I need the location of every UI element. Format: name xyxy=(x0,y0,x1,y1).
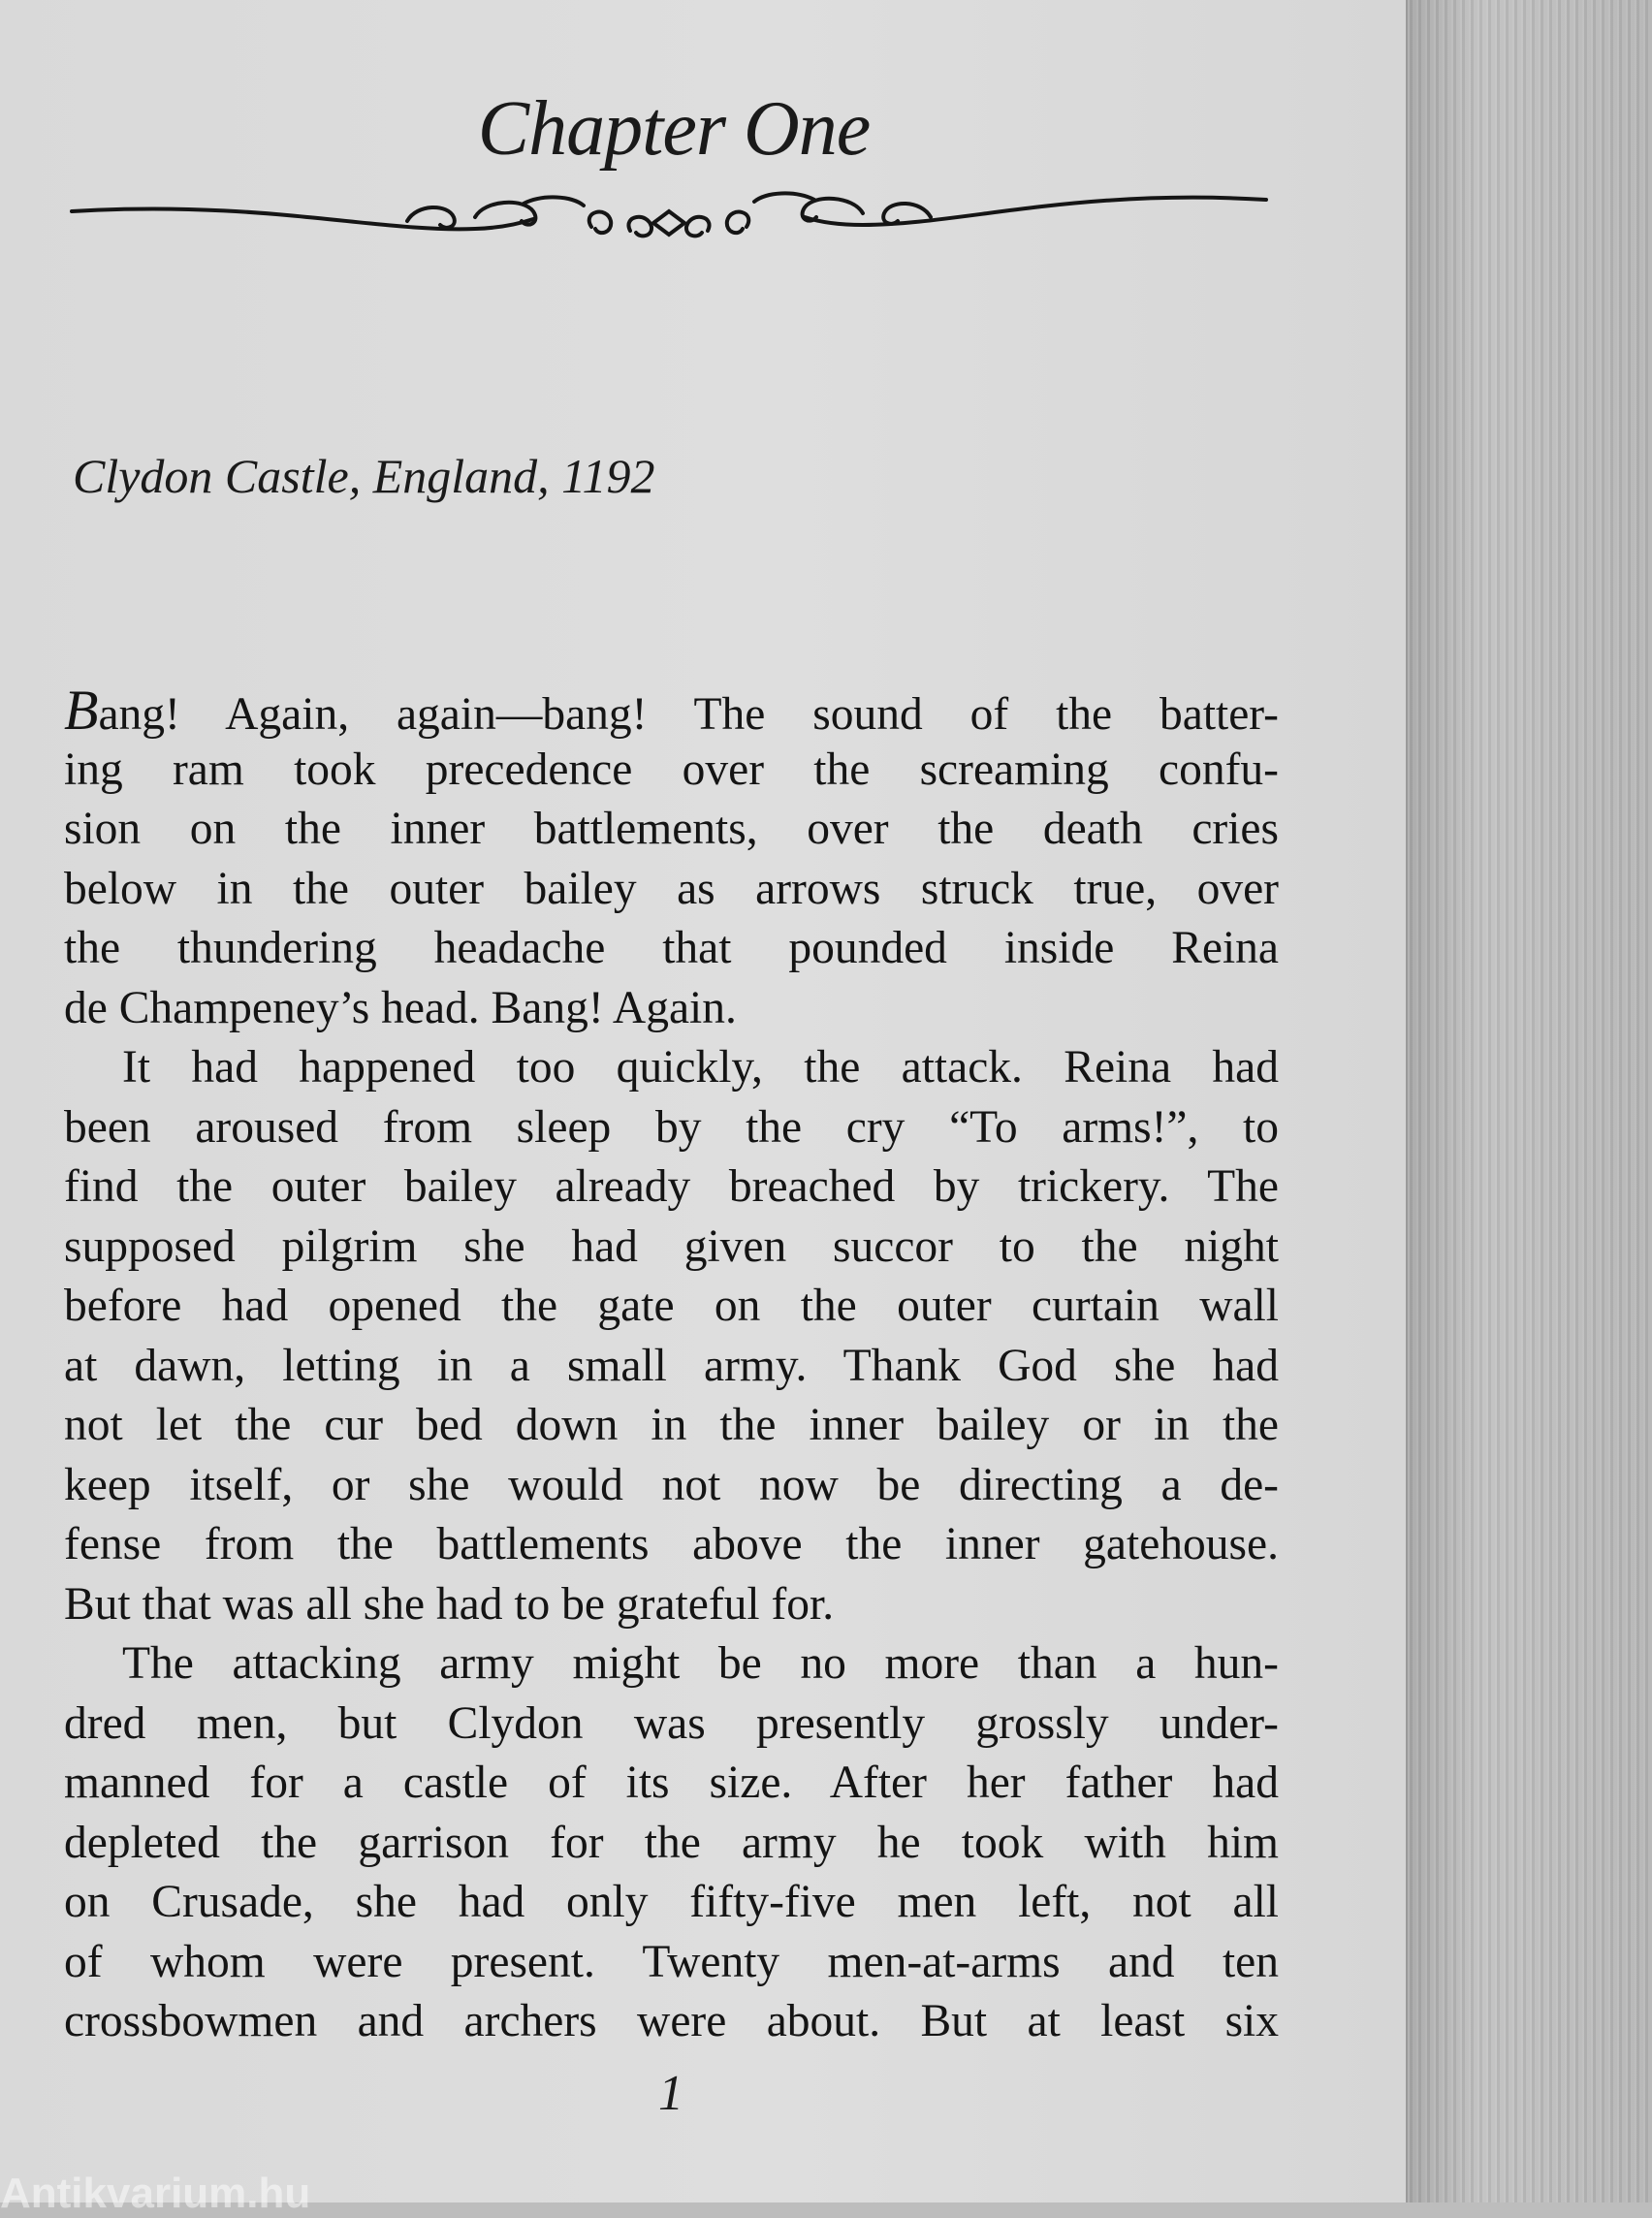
text-line: de Champeney’s head. Bang! Again. xyxy=(64,982,737,1033)
book-page-edges xyxy=(1406,0,1652,2202)
text-line: It had happened too quickly, the attack. Reina had xyxy=(122,1042,1279,1093)
text-line: below in the outer bailey as arrows struck true, over xyxy=(64,863,1279,914)
text-line: The attacking army might be no more than a hun- xyxy=(122,1638,1279,1689)
text-line: ing ram took precedence over the screaming confu- xyxy=(64,744,1279,795)
ornament-center-diamond xyxy=(653,211,684,235)
ornament-left-scroll xyxy=(407,197,584,227)
paragraph-1 xyxy=(64,681,1279,1038)
text-line: been aroused from sleep by the cry “To arms!”, to xyxy=(64,1101,1279,1153)
ornament-right-scroll xyxy=(754,193,931,223)
paragraph-2 xyxy=(64,1038,1279,1634)
text-line: manned for a castle of its size. After her father had xyxy=(64,1758,1279,1808)
first-line-text: ang! Again, again—bang! The sound of the batter- xyxy=(98,689,1279,740)
location-heading: Clydon Castle, England, 1192 xyxy=(73,449,655,503)
body-text xyxy=(64,681,1279,2052)
text-line: sion on the inner battlements, over the death cries xyxy=(64,804,1279,854)
text-line: find the outer bailey already breached by trickery. The xyxy=(64,1161,1279,1212)
watermark: Antikvarium.hu xyxy=(0,2170,311,2217)
text-line: not let the cur bed down in the inner bailey or in the xyxy=(64,1400,1279,1450)
text-line: before had opened the gate on the outer curtain wall xyxy=(64,1281,1279,1331)
text-line: of whom were present. Twenty men-at-arms and ten xyxy=(64,1936,1279,1987)
text-line: depleted the garrison for the army he took with him xyxy=(64,1817,1279,1868)
ornament-right-stroke xyxy=(805,198,1266,225)
paragraph-3 xyxy=(64,1634,1279,2052)
chapter-title: Chapter One xyxy=(477,86,871,172)
text-line: But that was all she had to be grateful for. xyxy=(64,1578,835,1630)
page-number: 1 xyxy=(658,2066,683,2121)
ornament-left-stroke xyxy=(72,208,533,229)
text-line: at dawn, letting in a small army. Thank God she had xyxy=(64,1340,1279,1391)
drop-cap: B xyxy=(64,679,99,742)
text-line: dred men, but Clydon was presently grossly under- xyxy=(64,1697,1279,1749)
text-line: crossbowmen and archers were about. But at least six xyxy=(64,1996,1279,2046)
text-line xyxy=(64,681,1279,741)
text-line: fense from the battlements above the inner gatehouse. xyxy=(64,1519,1279,1569)
text-line: keep itself, or she would not now be directing a de- xyxy=(64,1459,1279,1510)
text-line: the thundering headache that pounded inside Reina xyxy=(64,923,1279,973)
ornamental-divider xyxy=(68,182,1270,260)
text-line: on Crusade, she had only fifty-five men left, not all xyxy=(64,1877,1279,1927)
text-line: supposed pilgrim she had given succor to the night xyxy=(64,1220,1279,1272)
